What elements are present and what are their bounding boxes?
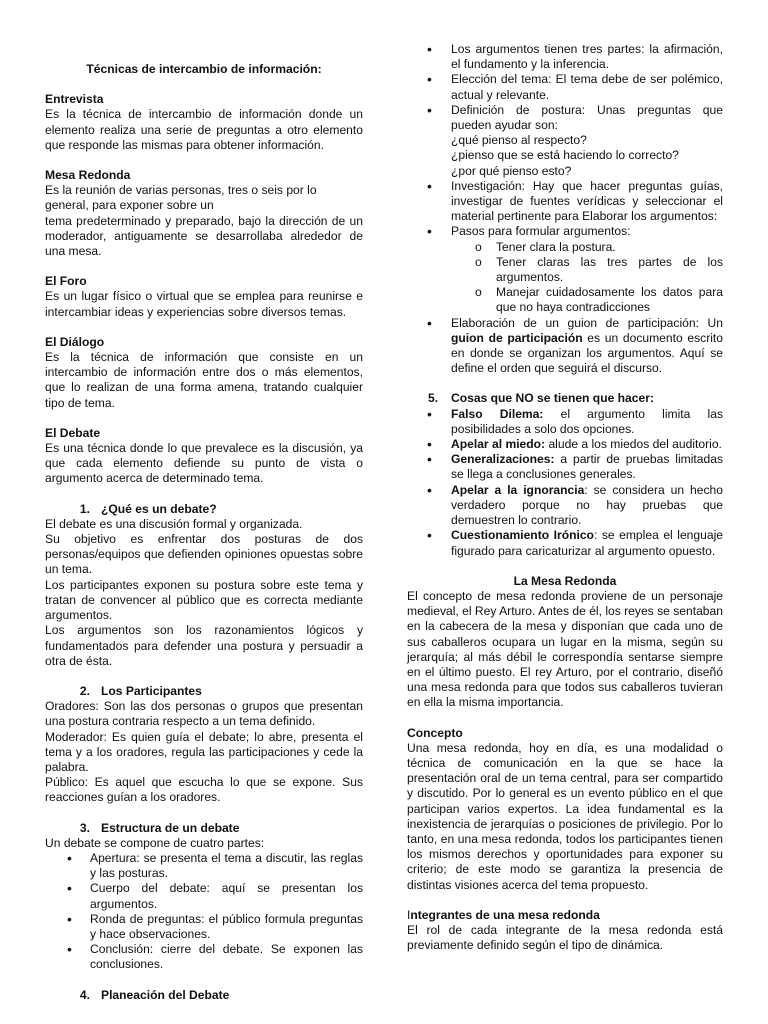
- list-item: [407, 316, 723, 377]
- section-number: 4.: [79, 987, 90, 1002]
- bold-term: Apelar al miedo:: [451, 437, 546, 452]
- section-1-heading: [45, 502, 363, 517]
- list-item-text: Pasos para formular argumentos:: [451, 224, 631, 239]
- mesa-redonda-text: El concepto de mesa redonda proviene de un personaje medieval, el Rey Arturo. Antes de él, los reyes se sentaban en la cabecera de la mesa y disponían que cada uno de sus caballeros ocupara un lugar en la misma, según su jerarquía; al más débil le correspondía sentarse siempre en el último puesto. El rey Arturo, por el contrario, diseñó una mesa redonda para que todos sus caballeros tuvieran en ella la misma importancia.: [407, 588, 723, 710]
- spacer: [45, 77, 363, 92]
- list-item: • Ronda de preguntas: el público formula preguntas y hace observaciones.: [45, 912, 363, 942]
- section-title: Planeación del Debate: [101, 987, 230, 1002]
- list-item: [407, 452, 723, 482]
- list-item: • Elección del tema: El tema debe de ser polémico, actual y relevante.: [407, 72, 723, 102]
- structure-list: [45, 851, 363, 973]
- integrantes-initial: I: [407, 907, 411, 922]
- bold-term: Cuestionamiento Irónico: [451, 528, 594, 543]
- spacer: [45, 411, 363, 426]
- section-number: 1.: [79, 501, 90, 516]
- sub-list-item: o Tener clara la postura.: [407, 240, 723, 255]
- list-item: [407, 437, 723, 452]
- section-5-heading: [407, 391, 723, 406]
- section-number: 2.: [79, 683, 90, 698]
- document-title: Técnicas de intercambio de información:: [86, 62, 322, 76]
- spacer: [45, 669, 363, 684]
- debate-text: Es una técnica donde lo que prevalece es la discusión, ya que cada elemento defiende su punto de vista o argumento acerca de determinado tema.: [45, 441, 363, 486]
- list-item: [407, 103, 723, 179]
- s2-paragraph: Oradores: Son las dos personas o grupos que presentan una postura contraria respecto a un tema definido.: [45, 699, 363, 729]
- mesa-text-2: tema predeterminado y preparado, bajo la dirección de un moderador, antiguamente se desarrollaba alrededor de una mesa.: [45, 213, 363, 259]
- list-item-text: el argumento limita las posibilidades a solo dos opciones.: [451, 406, 723, 436]
- integrantes-text: El rol de cada integrante de la mesa redonda está previamente definido según el tipo de dinámica.: [407, 922, 723, 953]
- concepto-heading: Concepto: [407, 725, 463, 740]
- foro-heading: El Foro: [45, 274, 87, 289]
- left-column: [45, 42, 363, 1003]
- list-item: [407, 483, 723, 529]
- list-item-text: Definición de postura: Unas preguntas que pueden ayudar son:: [451, 102, 723, 133]
- spacer: [45, 320, 363, 335]
- list-item: • Conclusión: cierre del debate. Se exponen las conclusiones.: [45, 942, 363, 972]
- entrevista-heading: Entrevista: [45, 92, 104, 107]
- dialogo-text: Es la técnica de información que consiste en un intercambio de información entre dos o más elementos, que lo realizan de una forma amena, tratando cualquier tipo de tema.: [45, 350, 363, 410]
- s3-intro: Un debate se compone de cuatro partes:: [45, 835, 265, 850]
- list-item: [407, 224, 723, 239]
- spacer: [407, 376, 723, 391]
- mesa-text-1: Es la reunión de varias personas, tres o seis por lo general, para exponer sobre un: [45, 183, 317, 213]
- sub-list: [407, 240, 723, 316]
- question: ¿pienso que se está haciendo lo correcto?: [451, 148, 679, 163]
- list-item: • Los argumentos tienen tres partes: la afirmación, el fundamento y la inferencia.: [407, 42, 723, 72]
- dialogo-heading: El Diálogo: [45, 334, 105, 349]
- s1-paragraph: El debate es una discusión formal y organizada.: [45, 516, 303, 531]
- list-item-text: : se considera un hecho verdadero porque no hay pruebas que demuestren lo contrario.: [451, 482, 723, 528]
- sub-list-item: o Manejar cuidadosamente los datos para que no haya contradicciones: [407, 285, 723, 315]
- spacer: [45, 973, 363, 988]
- section-number: 5.: [428, 391, 439, 406]
- section-3-heading: [45, 821, 363, 836]
- bold-term: Generalizaciones:: [451, 452, 555, 467]
- mesa-heading: Mesa Redonda: [45, 168, 131, 183]
- planning-list: [407, 42, 723, 240]
- planning-list-cont: [407, 316, 723, 377]
- section-title: Cosas que NO se tienen que hacer:: [451, 391, 654, 406]
- section-4-heading: [45, 988, 363, 1003]
- right-column: [407, 42, 723, 953]
- s2-paragraph: Moderador: Es quien guía el debate; lo abre, presenta el tema y a los oradores, regula las participaciones y cede la palabra.: [45, 729, 363, 774]
- s2-paragraph: Público: Es aquel que escucha lo que se expone. Sus reacciones guían a los oradores.: [45, 775, 363, 805]
- question: ¿por qué pienso esto?: [451, 163, 572, 178]
- section-title: ¿Qué es un debate?: [101, 501, 217, 516]
- bold-term: Apelar a la ignorancia: [451, 482, 585, 497]
- spacer: [45, 153, 363, 168]
- spacer: [45, 487, 363, 502]
- integrantes-heading-rest: ntegrantes de una mesa redonda: [410, 907, 600, 922]
- spacer: [407, 893, 723, 908]
- spacer: [45, 806, 363, 821]
- list-item: [407, 528, 723, 558]
- entrevista-text: Es la técnica de intercambio de información donde un elemento realiza una serie de preguntas a otro elemento que responde las mismas para obtener información.: [45, 107, 363, 152]
- integrantes-heading: [407, 908, 723, 923]
- section-title: Los Participantes: [101, 683, 202, 698]
- list-item: • Investigación: Hay que hacer preguntas guías, investigar de fuentes verídicas y seleccionar el material pertinente para Elaborar los argumentos:: [407, 179, 723, 225]
- bold-term: Falso Dilema:: [451, 406, 544, 421]
- list-item-text: Elaboración de un guion de participación: Un: [451, 315, 723, 330]
- question: ¿qué pienso al respecto?: [451, 133, 587, 148]
- list-item: [407, 407, 723, 437]
- section-number: 3.: [79, 820, 90, 835]
- section-title: Estructura de un debate: [101, 820, 240, 835]
- spacer: [407, 711, 723, 726]
- bold-term: guion de participación: [451, 330, 583, 345]
- list-item-text: es un documento escrito en donde se organizan los argumentos. Aquí se define el orden que seguirá el discurso.: [451, 330, 724, 376]
- list-item-text: a partir de pruebas limitadas se llega a conclusiones generales.: [451, 452, 723, 482]
- debate-heading: El Debate: [45, 425, 101, 440]
- list-item-text: : se emplea el lenguaje figurado para caricaturizar al argumento opuesto.: [451, 528, 723, 558]
- s1-paragraph: Los participantes exponen su postura sobre este tema y tratan de convencer al público que es correcta mediante argumentos.: [45, 577, 363, 623]
- concepto-text: Una mesa redonda, hoy en día, es una modalidad o técnica de comunicación en la que se hace la presentación oral de un tema central, para ser compartido y discutido. Por lo general es un evento público en el que participan varios expertos. La idea fundamental es la inexistencia de jerarquías o posiciones de privilegio. Por lo tanto, en una mesa redonda, todos los participantes tienen los mismos derechos y oportunidades para exponer su criterio; de este modo se garantiza la presencia de distintas visiones acerca del tema propuesto.: [407, 740, 723, 892]
- list-item: • Cuerpo del debate: aquí se presentan los argumentos.: [45, 881, 363, 911]
- list-item-text: alude a los miedos del auditorio.: [545, 437, 722, 452]
- sub-list-item: o Tener claras las tres partes de los argumentos.: [407, 255, 723, 285]
- list-item: • Apertura: se presenta el tema a discutir, las reglas y las posturas.: [45, 851, 363, 881]
- mesa-redonda-title: La Mesa Redonda: [513, 573, 617, 588]
- s1-paragraph: Su objetivo es enfrentar dos posturas de dos personas/equipos que defienden opiniones opuestas sobre un tema.: [45, 532, 363, 577]
- section-2-heading: [45, 684, 363, 699]
- spacer: [45, 259, 363, 274]
- s1-paragraph: Los argumentos son los razonamientos lógicos y fundamentados para defender una postura y persuadir a otra de ésta.: [45, 623, 363, 668]
- fallacy-list: [407, 407, 723, 559]
- spacer: [407, 559, 723, 574]
- foro-text: Es un lugar físico o virtual que se emplea para reunirse e intercambiar ideas y experiencias sobre diversos temas.: [45, 289, 363, 319]
